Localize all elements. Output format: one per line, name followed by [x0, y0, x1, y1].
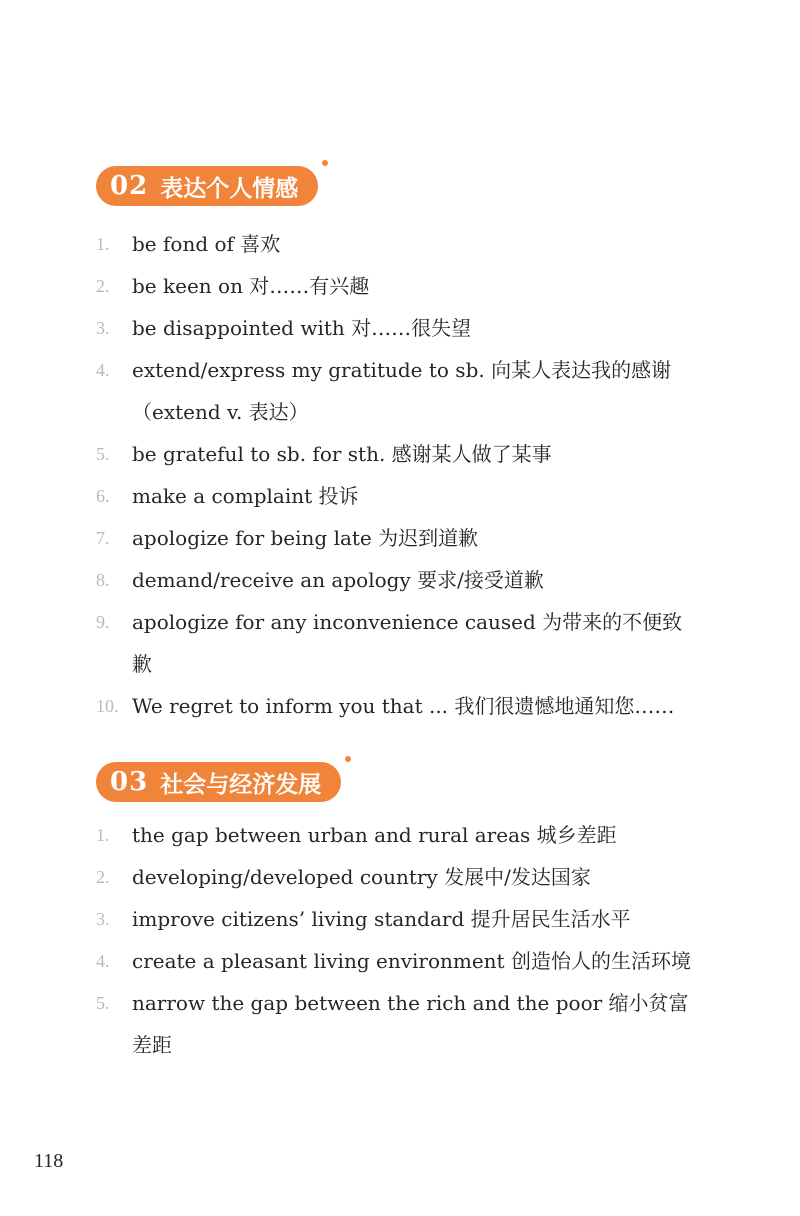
section-03-list [96, 814, 696, 1066]
item-index: 3. [96, 318, 110, 338]
item-text: the gap between urban and rural areas 城乡差距 [132, 823, 617, 847]
list-item [96, 898, 696, 940]
item-text: be disappointed with 对……很失望 [132, 316, 472, 340]
list-item [96, 349, 696, 433]
list-item [96, 223, 696, 265]
item-text: improve citizens’ living standard 提升居民生活水平 [132, 907, 631, 931]
item-text: make a complaint 投诉 [132, 484, 359, 508]
section-02-badge [96, 166, 318, 206]
item-index: 7. [96, 528, 110, 548]
item-text: be grateful to sb. for sth. 感谢某人做了某事 [132, 442, 552, 466]
item-text: be fond of 喜欢 [132, 232, 281, 256]
list-item [96, 685, 696, 727]
section-03-number: 03 [110, 767, 149, 797]
section-02-list [96, 223, 696, 727]
list-item [96, 265, 696, 307]
list-item [96, 814, 696, 856]
item-index: 8. [96, 570, 110, 590]
section-02-title: 表达个人情感 [160, 174, 299, 202]
item-text: demand/receive an apology 要求/接受道歉 [132, 568, 544, 592]
item-text: narrow the gap between the rich and the poor 缩小贫富差距 [132, 991, 689, 1057]
list-item [96, 559, 696, 601]
page-number: 118 [34, 1150, 64, 1172]
item-index: 2. [96, 276, 110, 296]
item-index: 5. [96, 993, 110, 1013]
item-index: 10. [96, 696, 119, 716]
section-02-header [96, 166, 318, 206]
item-index: 1. [96, 234, 110, 254]
item-text: extend/express my gratitude to sb. 向某人表达我的感谢（extend v. 表达） [132, 358, 672, 424]
list-item [96, 307, 696, 349]
item-index: 4. [96, 951, 110, 971]
list-item [96, 856, 696, 898]
section-03-header [96, 762, 341, 802]
list-item [96, 601, 696, 685]
list-item [96, 433, 696, 475]
decorative-dot [345, 756, 351, 762]
list-item [96, 982, 696, 1066]
item-text: be keen on 对……有兴趣 [132, 274, 370, 298]
item-text: developing/developed country 发展中/发达国家 [132, 865, 591, 889]
item-index: 3. [96, 909, 110, 929]
item-index: 9. [96, 612, 110, 632]
decorative-dot [322, 160, 328, 166]
section-03-title: 社会与经济发展 [160, 770, 322, 798]
item-index: 2. [96, 867, 110, 887]
item-text: We regret to inform you that ... 我们很遗憾地通知您…… [132, 694, 675, 718]
list-item [96, 940, 696, 982]
list-item [96, 517, 696, 559]
list-item [96, 475, 696, 517]
item-index: 1. [96, 825, 110, 845]
item-index: 4. [96, 360, 110, 380]
item-text: apologize for being late 为迟到道歉 [132, 526, 479, 550]
section-03-badge [96, 762, 341, 802]
item-index: 5. [96, 444, 110, 464]
item-index: 6. [96, 486, 110, 506]
item-text: create a pleasant living environment 创造怡人的生活环境 [132, 949, 691, 973]
item-text: apologize for any inconvenience caused 为带来的不便致歉 [132, 610, 683, 676]
section-02-number: 02 [110, 171, 149, 201]
